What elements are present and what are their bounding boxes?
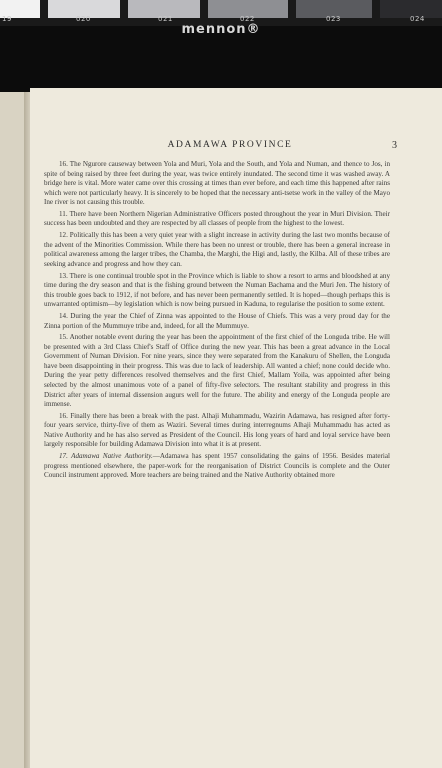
paragraph-heading: 17. Adamawa Native Authority. [59, 452, 153, 461]
patch-label: 021 [158, 15, 173, 23]
patch-label: 022 [240, 15, 255, 23]
paragraph: 16. Finally there has been a break with the past. Alhaji Muhammadu, Wazirin Adamawa, has resigned after forty-four years service, thirty-five of them as Waziri. Several times during interregnums Alhaji Muhammadu has acted as Native Authority and he has also served as President of the Council. His long years of hard and loyal service have been largely responsible for building Adamawa Division into what it is at present. [44, 411, 390, 449]
patch-label: 020 [76, 15, 91, 23]
patch-label: 19 [2, 15, 12, 23]
paragraph [44, 452, 390, 481]
running-head [30, 140, 442, 154]
facing-page-edge [0, 92, 26, 768]
paragraph: 11. There have been Northern Nigerian Administrative Officers posted throughout the year in Muri Division. Their success has been undoubted and they are respected by all classes of people from the highest to the lowest. [44, 209, 390, 228]
paragraph: 14. During the year the Chief of Zinna was appointed to the House of Chiefs. This was a very proud day for the Zinna portion of the Mummuye tribe and, indeed, for all the Mummuye. [44, 311, 390, 330]
running-head-title: ADAMAWA PROVINCE [167, 140, 293, 150]
patch-label: 024 [410, 15, 425, 23]
paragraph: 15. Another notable event during the year has been the appointment of the first chief of the Longuda tribe. He will be presented with a 3rd Class Chief's Staff of Office during the new year. This has been a great advance in the Local Government of Numan Division. For nine years, since they were separated from the Kanakuru of Shellen, the Longuda have been disappointing in their progress. This was due to lack of leadership. All wanted a chief; none could decide who. During the year petty differences resolved themselves and the first Chief, Mallam Yoila, was appointed after being selected by the almost unanimous vote of a panel of fifty-five selectors. The resultant stability and progress in this District after years of internal dissension augurs well for the future. The ability and energy of the Longuda people are immense. [44, 333, 390, 409]
paragraph: 12. Politically this has been a very quiet year with a slight increase in activity during the last two months because of the advent of the Minorities Commission. While there has been no unrest or trouble, there has been a general increase in political awareness among the larger tribes, the Chamba, the Marghi, the Higi and, lastly, the Kilba. All of these tribes are seeking advance and progress and how they can. [44, 231, 390, 268]
brand-logo: mennon® [181, 22, 261, 37]
page-number: 3 [392, 140, 397, 151]
paragraph: 16. The Ngurore causeway between Yola and Muri, Yola and the South, and Yola and Numan, and thence to Jos, in spite of being raised by three feet during the year, was twice entirely inundated. The second time it was washed away. A bridge here is vital. More water came over this crossing at times than ever before, and each time this happened after rains which were not particularly heavy. It is sincerely to be hoped that the necessary anti-tsetse work in the valley of the Mayo Ine river is not causing this trouble. [44, 160, 390, 207]
paragraph-text: —Adamawa has spent 1957 consolidating the gains of 1956. Besides material progress mentioned elsewhere, the paper-work for the reorganisation of District Councils is complete and the Outer Council instrument approved. More teachers are being trained and the Native Authority obtained more [44, 452, 390, 480]
patch-label: 023 [326, 15, 341, 23]
paragraph: 13. There is one continual trouble spot in the Province which is liable to show a resort to arms and bloodshed at any time during the dry season and that is the fishing ground between the Numan Bachama and the Muri Jen. The history of this trouble goes back to 1912, if not before, and has never been permanently settled. It is hoped—though perhaps this is unwarranted optimism—by legislation which is now being pursued in Kaduna, to regularise the position to some extent. [44, 271, 390, 309]
body-text [44, 160, 390, 483]
